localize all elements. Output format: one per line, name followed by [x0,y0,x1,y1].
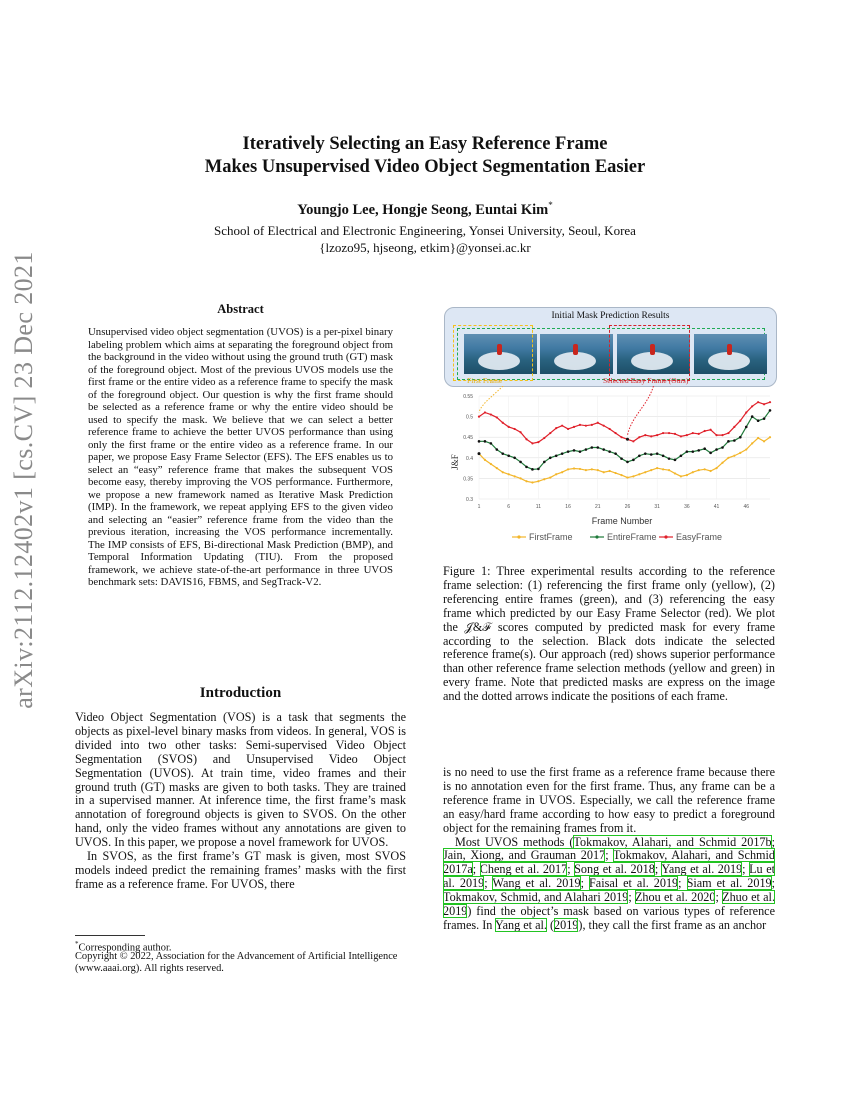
citation-link[interactable]: Song et al. 2018 [574,862,655,877]
data-point-firstframe [614,472,616,474]
data-point-firstframe [704,468,706,470]
data-point-firstframe [502,471,504,473]
data-point-entireframe [668,457,671,460]
data-point-easyframe [638,436,640,438]
data-point-easyframe [698,433,700,435]
data-point-easyframe [603,425,605,427]
data-point-firstframe [733,455,735,457]
first-frame-selection-box [453,325,533,381]
data-point-easyframe [704,430,706,432]
data-point-entireframe [573,449,576,452]
data-point-easyframe [733,426,735,428]
data-point-entireframe [697,449,700,452]
data-point-firstframe [531,481,533,483]
x-tick-label: 36 [684,504,690,510]
data-point-easyframe [757,401,759,403]
data-point-entireframe [745,426,748,429]
data-point-easyframe [686,434,688,436]
data-point-entireframe [537,468,540,471]
data-point-firstframe [692,471,694,473]
data-point-entireframe [614,452,617,455]
data-point-easyframe [745,411,747,413]
legend-swatch-marker [595,535,598,538]
data-point-entireframe [644,452,647,455]
data-point-entireframe [757,419,760,422]
right-column-body [443,766,775,933]
data-point-entireframe [602,448,605,451]
data-point-easyframe [662,432,664,434]
data-point-entireframe [715,448,718,451]
data-point-firstframe [650,469,652,471]
rider-mask [573,344,578,355]
data-point-easyframe [710,429,712,431]
data-point-easyframe [567,428,569,430]
citation-link[interactable]: Faisal et al. 2019 [589,876,679,891]
data-point-entireframe [478,440,481,443]
data-point-firstframe [514,475,516,477]
right-paragraph-2: Most UVOS methods (Tokmakov, Alahari, and Schmid 2017b; Jain, Xiong, and Grauman 2017; Tokmakov, Alahari, and Schmid 2017a; Cheng et al. 2017; Song et al. 2018; Yang et al. 2019; Lu et al. 2019; Wang et al. 2019; Faisal et al. 2019; Siam et al. 2019; Tokmakov, Schmid, and Alahari 2019; Zhou et al. 2020; Zhuo et al. 2019) find the object’s mask based on various types of reference frames. In Yang et al. (2019), they call the first frame as an anchor [443,834,776,932]
data-point-entireframe [626,461,629,464]
data-point-entireframe [674,459,677,462]
data-point-entireframe [608,450,611,453]
data-point-firstframe [632,475,634,477]
y-tick-label: 0.5 [466,414,473,421]
data-point-easyframe [490,413,492,415]
data-point-firstframe [543,478,545,480]
data-point-firstframe [591,468,593,470]
data-point-easyframe [514,428,516,430]
data-point-entireframe [490,442,493,445]
legend-label: EntireFrame [607,532,657,542]
citation-link[interactable]: Yang et al. 2019 [661,862,743,877]
x-tick-label: 41 [713,504,720,510]
data-point-easyframe [597,422,599,424]
data-point-firstframe [698,469,700,471]
data-point-easyframe [769,401,771,403]
data-point-easyframe [496,416,498,418]
paper-title [100,133,750,179]
data-point-firstframe [484,459,486,461]
jf-score-chart [444,386,775,551]
data-point-firstframe [508,473,510,475]
data-point-easyframe [478,416,480,418]
video-frame-2 [540,334,613,374]
data-point-entireframe [543,461,546,464]
arxiv-stamp [2,0,52,1100]
y-tick-label: 0.35 [463,476,473,483]
x-tick-label: 6 [507,504,511,510]
affiliation-block [100,222,750,256]
chart-xlabel: Frame Number [591,516,653,526]
data-point-easyframe [579,424,581,426]
data-point-firstframe [662,468,664,470]
data-point-easyframe [484,411,486,413]
data-point-firstframe [555,473,557,475]
author-mark: * [548,200,553,210]
footnote-mark: * [75,940,79,948]
data-point-firstframe [579,468,581,470]
data-point-entireframe [561,452,564,455]
data-point-easyframe [591,424,593,426]
figure-1-caption: Figure 1: Three experimental results according to the reference frame selection: (1) referencing the first frame only (yellow), (2) referencing entire frames (green), and (3) referencing the easy frame which predicted by our Easy Frame Selector (red). We plot the 𝒥&ℱ scores computed by predicted mask for every frame according to the selection. Black dots indicate the selected reference frame(s). Our approach (red) shows superior performance than other reference frame selection methods (yellow and green) in every frame. Note that predicted masks are express on the image and the dotted arrows indicate the positions of each frame. [443,564,775,704]
citation-link[interactable]: Wang et al. 2019 [492,876,581,891]
data-point-firstframe [603,471,605,473]
series-line-entireframe [479,410,770,469]
citation-link[interactable]: Lu et al. 2019 [443,862,775,891]
data-point-easyframe [573,426,575,428]
data-point-firstframe [567,468,569,470]
data-point-easyframe [609,428,611,430]
data-point-entireframe [632,459,635,462]
data-point-entireframe [686,450,689,453]
citation-link[interactable]: Zhuo et al. 2019 [443,890,775,919]
data-point-firstframe [519,477,521,479]
data-point-firstframe [674,472,676,474]
data-point-firstframe [739,452,741,454]
data-point-easyframe [680,435,682,437]
data-point-firstframe [490,463,492,465]
data-point-easyframe [644,434,646,436]
y-tick-label: 0.45 [463,435,473,442]
citation-link[interactable]: Cheng et al. 2017 [479,862,568,877]
x-tick-label: 46 [743,504,750,510]
data-point-easyframe [650,435,652,437]
data-point-firstframe [721,462,723,464]
affiliation: School of Electrical and Electronic Engineering, Yonsei University, Seoul, Korea [214,223,636,238]
data-point-firstframe [573,467,575,469]
data-point-entireframe [763,417,766,420]
first-frame-label: First Frame [467,376,503,385]
title-line-1: Iteratively Selecting an Easy Reference Frame [242,134,608,154]
video-frame-4 [694,334,767,374]
right-paragraph-1: is no need to use the first frame as a reference frame because there is no annotation even for the first frame. Thus, any frame can be a reference frame in UVOS. Especially, we call the reference frame an easy/hard frame according to how easy to predict a foreground object for the remaining frames from it. [443,765,775,835]
data-point-easyframe [519,431,521,433]
citation-link[interactable]: Jain, Xiong, and Grauman 2017 [443,848,606,863]
data-point-entireframe [691,450,694,453]
data-point-entireframe [596,446,599,449]
citation-link[interactable]: Siam et al. 2019 [686,876,772,891]
data-point-entireframe [733,439,736,442]
text-run: Most UVOS methods ( [455,834,574,849]
intro-paragraph-1: Video Object Segmentation (VOS) is a task that segments the objects as pixel-level binary masks from videos. In general, VOS is divided into two other tasks: Semi-supervised Video Object Segmentation (SVOS) and Unsupervised Video Object Segmentation (UVOS). At train time, video frames and their ground truth (GT) masks are given to both tasks. They are trained in a supervised manner. At inference time, the first frame’s mask annotation of foreground objects is given to SVOS. On the other hand, only the video frames without any annotations are given to UVOS. In this paper, we propose a novel framework for UVOS. [75,710,406,850]
arxiv-stamp-text: arXiv:2112.12402v1 [cs.CV] 23 Dec 2021 [9,251,38,709]
data-point-entireframe [709,452,712,455]
citation-link[interactable]: Tokmakov, Alahari, and Schmid 2017b [573,834,772,849]
legend-label: FirstFrame [529,532,573,542]
rider-mask [727,344,732,355]
data-point-firstframe [751,442,753,444]
introduction-body [75,711,406,892]
data-point-entireframe [727,440,730,443]
data-point-entireframe [484,440,487,443]
y-tick-label: 0.3 [466,497,473,503]
data-point-firstframe [644,471,646,473]
data-point-easyframe [555,427,557,429]
figure-panel-title: Initial Mask Prediction Results [551,311,670,321]
emails: {lzozo95, hjseong, etkim}@yonsei.ac.kr [319,240,531,255]
data-point-easyframe [626,438,629,441]
data-point-easyframe [668,432,670,434]
data-point-easyframe [531,442,533,444]
data-point-easyframe [632,440,634,442]
intro-paragraph-2: In SVOS, as the first frame’s GT mask is given, most SVOS models indeed predict the remaining frames’ masks with the first frame as a reference frame. For UVOS, there [75,849,406,891]
data-point-firstframe [710,470,712,472]
data-point-entireframe [501,452,504,455]
data-point-entireframe [680,454,683,457]
citation-link[interactable]: Zhou et al. 2020 [634,890,716,905]
data-point-entireframe [531,468,534,471]
data-point-easyframe [656,434,658,436]
data-point-easyframe [614,432,616,434]
data-point-easyframe [692,432,694,434]
data-point-easyframe [674,433,676,435]
data-point-entireframe [507,454,510,457]
data-point-entireframe [721,446,724,449]
data-point-firstframe [525,480,527,482]
data-point-firstframe [656,467,658,469]
citation-link[interactable]: 2019 [554,917,579,932]
author-names: Youngjo Lee, Hongje Seong, Euntai Kim [297,201,549,218]
legend-swatch-marker [517,535,520,538]
data-point-firstframe [715,467,717,469]
data-point-entireframe [656,452,659,455]
data-point-firstframe [626,476,628,478]
data-point-firstframe [745,448,747,450]
data-point-entireframe [751,415,754,418]
data-point-entireframe [549,457,552,460]
y-tick-label: 0.55 [463,394,473,400]
x-tick-label: 1 [477,504,481,510]
data-point-entireframe [769,409,772,412]
data-point-firstframe [680,475,682,477]
data-point-entireframe [496,448,499,451]
data-point-firstframe [638,473,640,475]
data-point-easyframe [502,422,504,424]
data-point-easyframe [620,436,622,438]
easy-frame-label: Selected Easy Frame (Ours) [603,376,689,385]
data-point-entireframe [638,454,641,457]
title-line-2: Makes Unsupervised Video Object Segmentation Easier [204,157,646,177]
data-point-firstframe [668,469,670,471]
data-point-entireframe [525,466,528,469]
data-point-entireframe [585,448,588,451]
easy-frame-selection-box [609,325,690,381]
data-point-easyframe [508,426,510,428]
data-point-easyframe [549,432,551,434]
legend-label: EasyFrame [676,532,723,542]
x-tick-label: 16 [565,504,571,510]
data-point-firstframe [496,467,498,469]
x-tick-label: 31 [654,504,660,510]
data-point-entireframe [620,457,623,460]
data-point-entireframe [739,436,742,439]
citation-link[interactable]: Tokmakov, Schmid, and Alahari 2019 [443,890,629,905]
data-point-entireframe [662,454,665,457]
data-point-firstframe [727,457,729,459]
citation-link[interactable]: Yang et al. [495,917,547,932]
data-point-firstframe [769,436,771,438]
y-tick-label: 0.4 [466,455,473,462]
citation-link[interactable]: Tokmakov, Alahari, and Schmid 2017a [443,848,775,877]
first-frame-arrow [479,386,503,413]
x-tick-label: 11 [535,504,541,510]
data-point-firstframe [757,437,759,439]
data-point-entireframe [650,453,653,456]
data-point-firstframe [561,471,563,473]
data-point-easyframe [751,405,753,407]
data-point-entireframe [513,457,516,460]
data-point-entireframe [555,454,558,457]
data-point-easyframe [739,420,741,422]
data-point-firstframe [478,452,481,455]
footnote-text: Corresponding author. [78,942,172,954]
author-list [100,200,750,219]
introduction-heading: Introduction [199,685,282,701]
data-point-firstframe [549,476,551,478]
data-point-firstframe [597,469,599,471]
copyright-notice: Copyright © 2022, Association for the Advancement of Artificial Intelligence (www.aaai.org). All rights reserved. [75,951,398,975]
data-point-firstframe [686,474,688,476]
data-point-firstframe [609,470,611,472]
text-run: ) find the object’s mask based on various types of reference frames. In [443,904,775,932]
legend-swatch-marker [664,535,667,538]
data-point-entireframe [579,450,582,453]
data-point-entireframe [519,461,522,464]
data-point-easyframe [561,425,563,427]
data-point-easyframe [715,434,717,436]
data-point-easyframe [721,434,723,436]
data-point-firstframe [537,480,539,482]
data-point-entireframe [591,446,594,449]
abstract-body: Unsupervised video object segmentation (UVOS) is a per-pixel binary labeling problem which aims at separating the foreground object from the background in the video without using the ground truth (GT) mask of the foreground object. Most of the previous UVOS models use the first frame or the entire video as a reference frame to specify the mask of the foreground object. Our question is why the first frame should be selected as a reference frame or why the entire video should be used to specify the mask. We believe that we can select a better reference frame to achieve the better UVOS performance than using only the first frame or the entire video as a reference frame. In our paper, we propose Easy Frame Selector (EFS). The EFS enables us to select an “easy” reference frame that makes the subsequent VOS become easy, thereby improving the VOS performance. Furthermore, we propose a new framework named as Iterative Mask Prediction (IMP). In the framework, we repeat applying EFS to the given video and selecting an “easier” reference frame from the video than the previous iteration, increasing the VOS performance incrementally. The IMP consists of EFS, Bi-directional Mask Prediction (BMP), and Temporal Information Updating (TIU). From the proposed framework, we achieve state-of-the-art performance in three UVOS benchmark sets: DAVIS16, FBMS, and SegTrack-V2. [88,326,393,588]
data-point-firstframe [763,440,765,442]
easy-frame-arrow [627,386,653,435]
x-tick-label: 21 [594,504,601,510]
data-point-entireframe [567,450,570,453]
data-point-easyframe [763,403,765,405]
data-point-easyframe [537,441,539,443]
data-point-easyframe [543,437,545,439]
data-point-easyframe [585,425,587,427]
chart-ylabel: J&F [450,454,460,470]
data-point-firstframe [585,469,587,471]
abstract-heading: Abstract [217,302,264,316]
data-point-easyframe [525,438,527,440]
data-point-firstframe [620,474,622,476]
footnote-rule [75,935,145,936]
data-point-easyframe [727,432,729,434]
x-tick-label: 26 [624,504,631,510]
data-point-entireframe [703,447,706,450]
text-run: ), they call the first frame as an anchor [578,917,767,932]
